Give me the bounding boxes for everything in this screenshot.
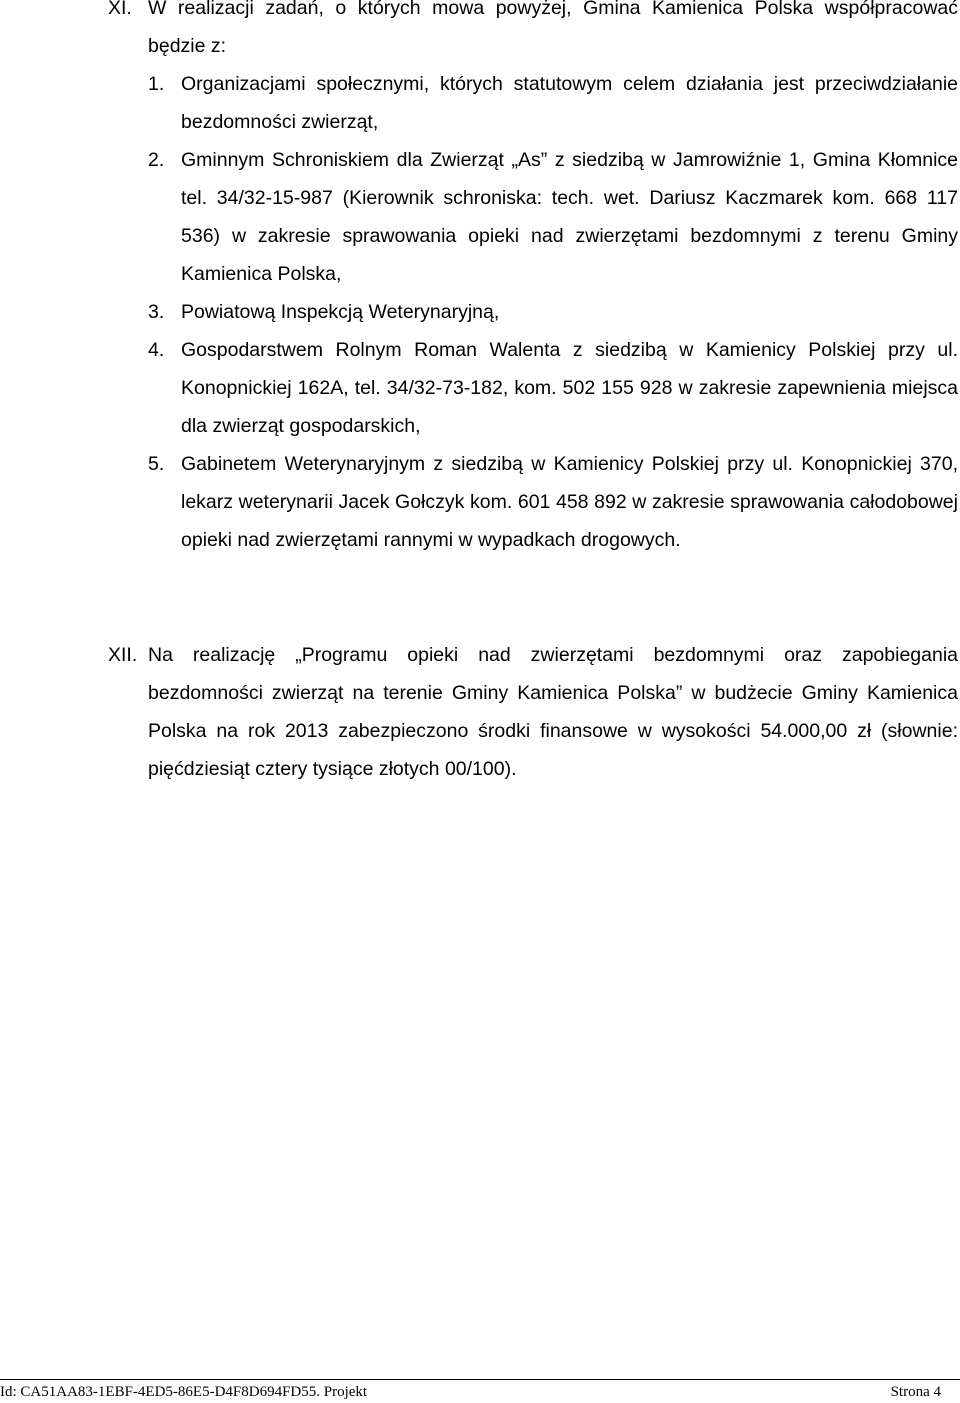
section-xi — [0, 0, 960, 559]
list-item — [148, 65, 958, 141]
section-xi-intro: W realizacji zadań, o których mowa powyżej, Gmina Kamienica Polska współpracować będzie z: — [148, 0, 958, 57]
list-item — [148, 445, 958, 559]
list-item-number: 3. — [148, 301, 165, 323]
section-xi-number: XI. — [108, 0, 132, 19]
list-item — [148, 331, 958, 445]
list-item-text: Powiatową Inspekcją Weterynaryjną, — [181, 301, 500, 323]
list-item-text: Gabinetem Weterynaryjnym z siedzibą w Kamienicy Polskiej przy ul. Konopnickiej 370, lekarz weterynarii Jacek Gołczyk kom. 601 458 892 w zakresie sprawowania całodobowej opieki nad zwierzętami rannymi w wypadkach drogowych. — [181, 453, 958, 551]
page-footer — [0, 1383, 960, 1401]
section-xii-number: XII. — [108, 644, 138, 666]
list-item — [148, 141, 958, 293]
footer-divider — [0, 1379, 960, 1380]
section-xii — [0, 636, 960, 788]
list-item-text: Organizacjami społecznymi, których statutowym celem działania jest przeciwdziałanie bezdomności zwierząt, — [181, 73, 958, 133]
list-item-text: Gospodarstwem Rolnym Roman Walenta z siedzibą w Kamienicy Polskiej przy ul. Konopnickiej 162A, tel. 34/32-73-182, kom. 502 155 928 w zakresie zapewnienia miejsca dla zwierząt gospodarskich, — [181, 339, 958, 437]
list-item-text: Gminnym Schroniskiem dla Zwierząt „As” z siedzibą w Jamrowiźnie 1, Gmina Kłomnice tel. 34/32-15-987 (Kierownik schroniska: tech. wet. Dariusz Kaczmarek kom. 668 117 536) w zakresie sprawowania opieki nad zwierzętami bezdomnymi z terenu Gminy Kamienica Polska, — [181, 149, 958, 285]
page-number: Strona 4 — [890, 1384, 941, 1400]
list-item-number: 1. — [148, 73, 165, 95]
list-item — [148, 293, 958, 331]
section-xii-text: Na realizację „Programu opieki nad zwierzętami bezdomnymi oraz zapobiegania bezdomności zwierząt na terenie Gminy Kamienica Polska” w budżecie Gminy Kamienica Polska na rok 2013 zabezpieczono środki finansowe w wysokości 54.000,00 zł (słownie: pięćdziesiąt cztery tysiące złotych 00/100). — [148, 644, 958, 780]
list-item-number: 4. — [148, 339, 165, 361]
document-id: Id: CA51AA83-1EBF-4ED5-86E5-D4F8D694FD55. Projekt — [0, 1384, 368, 1400]
list-item-number: 2. — [148, 149, 165, 171]
list-item-number: 5. — [148, 453, 165, 475]
